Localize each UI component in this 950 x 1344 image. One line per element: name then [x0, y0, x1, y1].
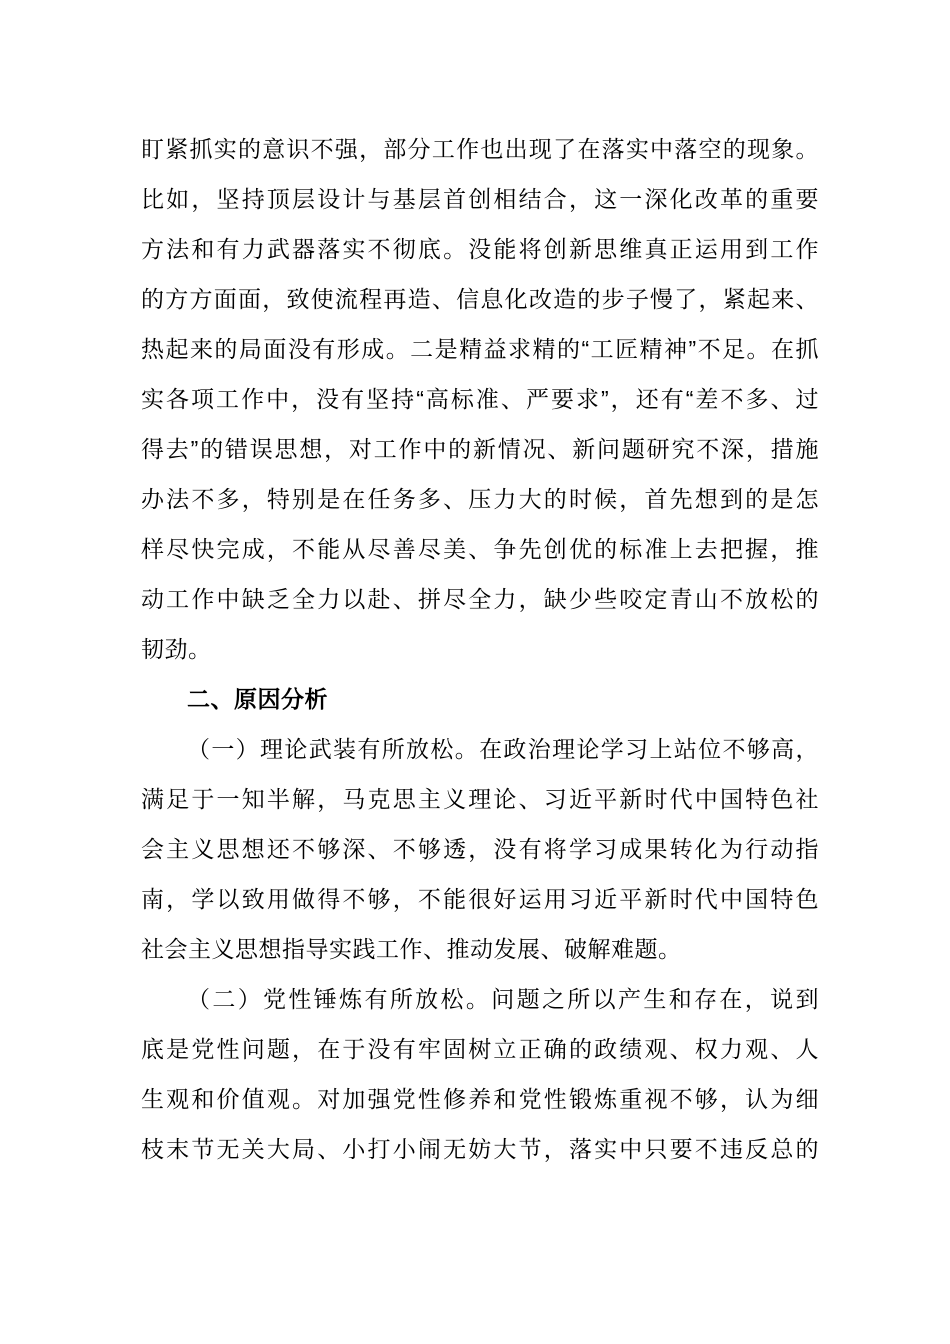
body-line: 办法不多，特别是在任务多、压力大的时候，首先想到的是怎 — [141, 486, 819, 512]
document-text-block — [141, 124, 819, 1174]
section-heading: 二、原因分析 — [187, 686, 328, 712]
body-line: 枝末节无关大局、小打小闹无妨大节，落实中只要不违反总的 — [141, 1136, 819, 1162]
body-line: 满足于一知半解，马克思主义理论、习近平新时代中国特色社 — [141, 786, 819, 812]
body-line: 社会主义思想指导实践工作、推动发展、破解难题。 — [141, 936, 682, 962]
body-line: 得去”的错误思想，对工作中的新情况、新问题研究不深，措施 — [141, 436, 819, 462]
body-line: 盯紧抓实的意识不强，部分工作也出现了在落实中落空的现象。 — [141, 136, 819, 162]
body-line: 生观和价值观。对加强党性修养和党性锻炼重视不够，认为细 — [141, 1086, 819, 1112]
body-line: （一）理论武装有所放松。在政治理论学习上站位不够高， — [187, 736, 819, 762]
body-line: 底是党性问题，在于没有牢固树立正确的政绩观、权力观、人 — [141, 1036, 819, 1062]
body-line: 动工作中缺乏全力以赴、拼尽全力，缺少些咬定青山不放松的 — [141, 586, 819, 612]
body-line: 样尽快完成，不能从尽善尽美、争先创优的标准上去把握，推 — [141, 536, 819, 562]
body-line: 热起来的局面没有形成。二是精益求精的“工匠精神”不足。在抓 — [141, 336, 819, 362]
body-line: 会主义思想还不够深、不够透，没有将学习成果转化为行动指 — [141, 836, 819, 862]
body-line: 比如，坚持顶层设计与基层首创相结合，这一深化改革的重要 — [141, 186, 819, 212]
body-line: 南，学以致用做得不够，不能很好运用习近平新时代中国特色 — [141, 886, 819, 912]
body-line: 的方方面面，致使流程再造、信息化改造的步子慢了，紧起来、 — [141, 286, 819, 312]
body-line: 实各项工作中，没有坚持“高标准、严要求”，还有“差不多、过 — [141, 386, 819, 412]
body-line: 方法和有力武器落实不彻底。没能将创新思维真正运用到工作 — [141, 236, 819, 262]
body-line: 韧劲。 — [141, 636, 212, 662]
body-line: （二）党性锤炼有所放松。问题之所以产生和存在，说到 — [187, 986, 819, 1012]
